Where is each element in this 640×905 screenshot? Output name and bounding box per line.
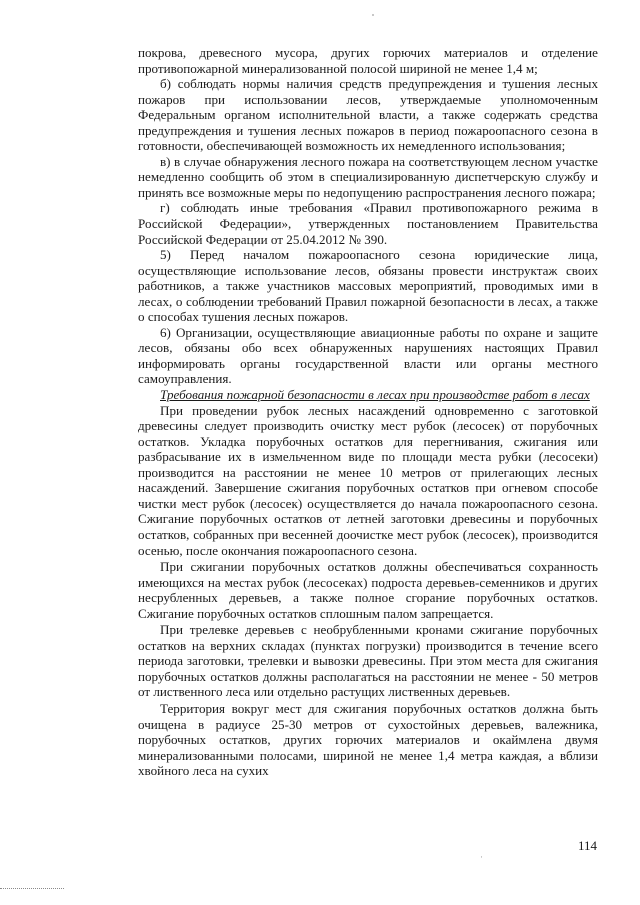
scan-speck bbox=[372, 14, 374, 16]
section-heading: Требования пожарной безопасности в лесах при производстве работ в лесах bbox=[160, 387, 590, 403]
paragraph-burning-residue: При сжигании порубочных остатков должны обеспечиваться сохранность имеющихся на местах рубок (лесосеках) подроста деревьев-семенников и других несрубленных деревьев, а также полное сгорание порубочных остатков. Сжигание порубочных остатков сплошным палом запрещается. bbox=[138, 559, 598, 621]
paragraph-item-g: г) соблюдать иные требования «Правил противопожарного режима в Российской Федерации», утвержденных постановлением Правительства Российской Федерации от 25.04.2012 № 390. bbox=[138, 200, 598, 247]
paragraph-item-5: 5) Перед началом пожароопасного сезона юридические лица, осуществляющие использование лесов, обязаны провести инструктаж своих работников, а также участников массовых мероприятий, проводимых ими в лесах, о соблюдении требований Правил пожарной безопасности в лесах, а также о способах тушения лесных пожаров. bbox=[138, 247, 598, 325]
scan-mark: · bbox=[480, 852, 483, 862]
paragraph-logging-residue: При проведении рубок лесных насаждений одновременно с заготовкой древесины следует производить очистку мест рубок (лесосек) от порубочных остатков. Укладка порубочных остатков для перегнивания, сжигания или разбрасывание их в измельченном виде по площади места рубки (лесосеки) производится на расстоянии не менее 10 метров от прилегающих лесных насаждений. Завершение сжигания порубочных остатков при огневом способе чистки мест рубок (лесосек) осуществляется до начала пожароопасного сезона. Сжигание порубочных остатков от летней заготовки древесины и порубочных остатков, собранных при весенней доочистке мест рубок (лесосек), производится осенью, после окончания пожароопасного сезона. bbox=[138, 402, 598, 558]
paragraph-item-6: 6) Организации, осуществляющие авиационные работы по охране и защите лесов, обязаны обо всех обнаруженных нарушениях настоящих Правил информировать органы государственной власти или органы местного самоуправления. bbox=[138, 324, 598, 387]
document-body bbox=[138, 45, 598, 779]
paragraph-continuation: покрова, древесного мусора, других горючих материалов и отделение противопожарной минерализованной полосой шириной не менее 1,4 м; bbox=[138, 45, 598, 76]
paragraph-item-b: б) соблюдать нормы наличия средств предупреждения и тушения лесных пожаров при использовании лесов, утверждаемые уполномоченным Федеральным органом исполнительной власти, а также содержать средства предупреждения и тушения лесных пожаров в период пожароопасного сезона в готовности, обеспечивающей возможность их немедленного использования; bbox=[138, 76, 598, 154]
footer-rule bbox=[0, 888, 64, 889]
paragraph-skidding: При трелевке деревьев с необрубленными кронами сжигание порубочных остатков на верхних складах (пунктах погрузки) производится в течение всего периода заготовки, трелевки и вывозки древесины. При этом места для сжигания порубочных остатков должны располагаться на расстоянии не менее - 50 метров от лиственного леса или отдельно растущих лиственных деревьев. bbox=[138, 622, 598, 700]
page-number: 114 bbox=[578, 838, 598, 853]
paragraph-territory: Территория вокруг мест для сжигания порубочных остатков должна быть очищена в радиусе 25-30 метров от сухостойных деревьев, валежника, порубочных остатков, других горючих материалов и окаймлена двумя минерализованными полосами, шириной не менее 1,4 метра каждая, а вблизи хвойного леса на сухих bbox=[138, 700, 598, 779]
paragraph-item-v: в) в случае обнаружения лесного пожара на соответствующем лесном участке немедленно сообщить об этом в специализированную диспетчерскую службу и принять все возможные меры по недопущению распространения лесного пожара; bbox=[138, 153, 598, 200]
